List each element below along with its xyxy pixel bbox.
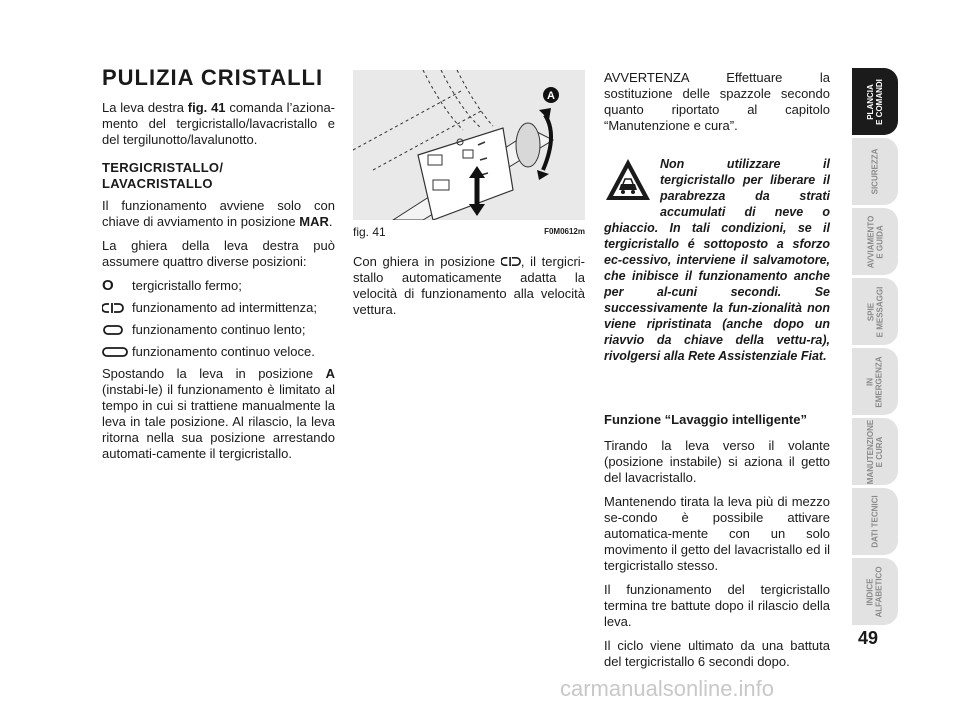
- intermittent-icon: [501, 256, 521, 267]
- function-paragraph-1: Tirando la leva verso il volante (posizione instabile) si aziona il getto del lavacristallo.: [604, 438, 830, 485]
- lever-a-paragraph: Spostando la leva in posizione A (instabi-le) il funzionamento è limitato al tempo in cui si trattiene manualmente la leva in tale posizione. Al rilascio, la leva ritorna nella sua posizione arrestando automati-camente il tergicristallo.: [102, 366, 335, 461]
- tab-dati-tecnici[interactable]: DATI TECNICI: [852, 488, 898, 555]
- function-paragraph-2: Mantenendo tirata la leva più di mezzo se-condo è possibile attivare automatica-mente con un solo movimento il getto del lavacristallo ed il tergicristallo stesso.: [604, 494, 830, 573]
- warning-text: Non utilizzare il tergicristallo per liberare il parabrezza da strati accumulati di neve o ghiaccio. In tali condizioni, se il tergicristallo é sottoposto a sforzo ec-cessivo, interviene il salvamotore, che inibisce il funzionamento anche per al-cuni secondi. Se successivamente la fun-zionalità non viene ripristinata (anche dopo un riavvio da chiave della vettu-ra), rivolgersi alla Rete Assistenziale Fiat.: [604, 157, 830, 363]
- figure-label-a: A: [547, 90, 555, 102]
- subsection-title: TERGICRISTALLO/ LAVACRISTALLO: [102, 160, 224, 191]
- tab-indice-alfabetico[interactable]: INDICE ALFABETICO: [852, 558, 898, 625]
- position-item-fast: funzionamento continuo veloce.: [102, 344, 335, 360]
- function-title: Funzione “Lavaggio intelligente”: [604, 412, 807, 427]
- positions-intro: La ghiera della leva destra può assumere quattro diverse posizioni:: [102, 238, 335, 269]
- watermark: carmanualsonline.info: [560, 676, 775, 701]
- right-column: [604, 70, 830, 678]
- function-paragraph-3: Il funzionamento del tergicristallo termina tre battute dopo il rilascio della leva.: [604, 582, 830, 629]
- tab-avviamento-e-guida[interactable]: AVVIAMENTO E GUIDA: [852, 208, 898, 275]
- left-column: [102, 65, 336, 470]
- position-item-intermittent: funzionamento ad intermittenza;: [102, 300, 335, 316]
- tab-in-emergenza[interactable]: IN EMERGENZA: [852, 348, 898, 415]
- section-title: PULIZIA CRISTALLI: [102, 65, 324, 90]
- wiper-lever-illustration: [353, 70, 585, 220]
- slow-icon: [102, 324, 124, 336]
- auto-speed-paragraph: Con ghiera in posizione , il tergicri-stallo automaticamente adatta la velocità di funzionamento alla velocità vettura.: [353, 254, 585, 317]
- warning-triangle-icon: [604, 156, 652, 204]
- section-tabs: [852, 68, 898, 628]
- tab-manutenzione-e-cura[interactable]: MANUTENZIONE E CURA: [852, 418, 898, 485]
- off-symbol: O: [102, 277, 114, 294]
- figure-41: [353, 70, 585, 220]
- warning-box: [604, 156, 830, 364]
- middle-column: [353, 70, 585, 326]
- position-item-slow: funzionamento continuo lento;: [102, 322, 335, 338]
- figure-caption: [353, 224, 585, 240]
- tab-sicurezza[interactable]: SICUREZZA: [852, 138, 898, 205]
- avvertenza-paragraph: AVVERTENZA Effettuare la sostituzione delle spazzole secondo quanto riportato al capitolo “Manutenzione e cura”.: [604, 70, 830, 133]
- figure-code: F0M0612m: [544, 227, 585, 236]
- fast-icon: [102, 346, 128, 358]
- key-paragraph: Il funzionamento avviene solo con chiave di avviamento in posizione MAR.: [102, 198, 335, 229]
- position-item-off: O tergicristallo fermo;: [102, 277, 242, 294]
- intro-paragraph: La leva destra fig. 41 comanda l’aziona-mento del tergicristallo/lavacristallo e del tergilunotto/lavalunotto.: [102, 100, 336, 147]
- figure-number: fig. 41: [353, 225, 386, 239]
- page-number: 49: [858, 628, 879, 648]
- tab-plancia-e-comandi[interactable]: PLANCIA E COMANDI: [852, 68, 898, 135]
- intermittent-icon: [102, 302, 124, 314]
- tab-spie-e-messaggi[interactable]: SPIE E MESSAGGI: [852, 278, 898, 345]
- figure-reference: fig. 41: [187, 100, 226, 115]
- function-paragraph-4: Il ciclo viene ultimato da una battuta del tergicristallo 6 secondi dopo.: [604, 638, 830, 669]
